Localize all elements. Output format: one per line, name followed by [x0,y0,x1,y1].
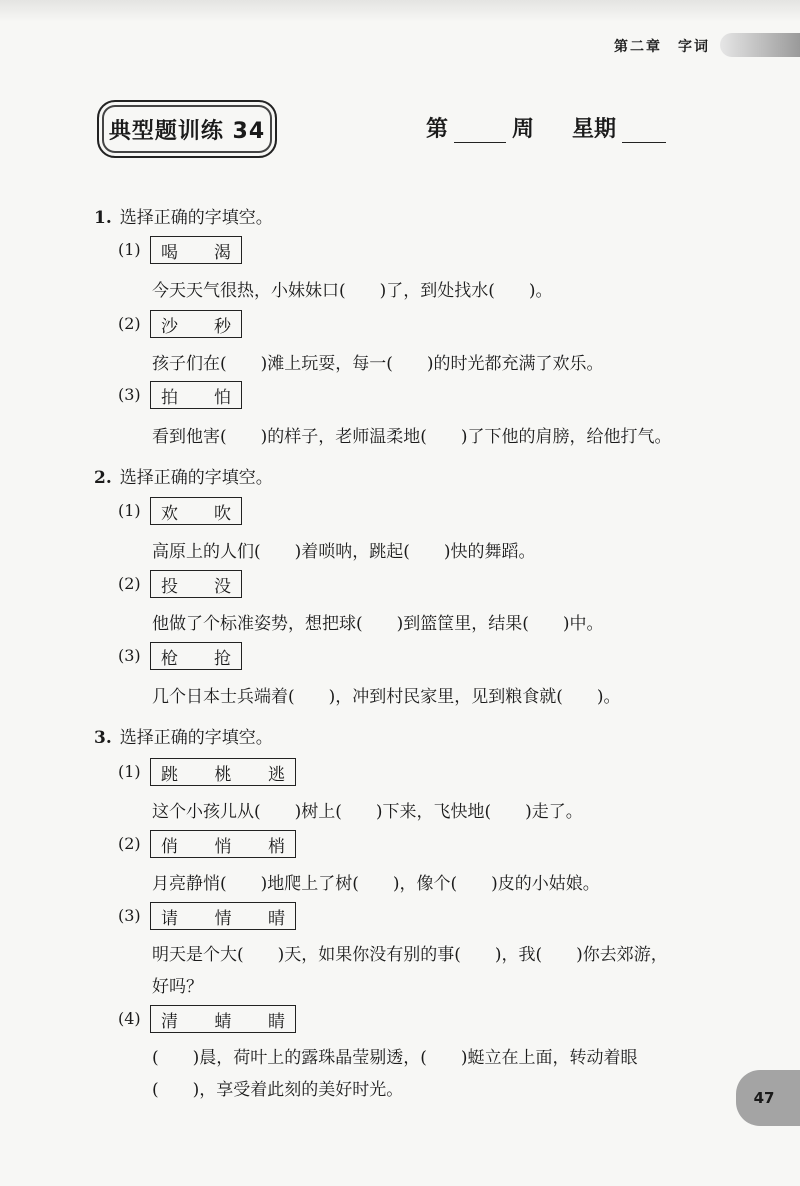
char-option: 跳 [161,764,178,785]
char-option: 桃 [214,764,232,785]
header-band [0,0,800,22]
char-option: 喝 [161,242,178,263]
char-option: 蜻 [214,1011,232,1032]
q2-sub3-char-box [150,642,242,670]
q3-sub1-label: (1) [118,762,141,781]
q2-sub1-char-box [150,497,242,525]
q3-sub4-label: (4) [118,1009,141,1028]
char-option: 俏 [161,836,178,857]
page-number-tab [736,1070,800,1126]
chapter-label: 第二章 字词 [614,39,710,55]
q1-sub2-label: (2) [118,314,141,333]
q1-sub2-sentence: 孩子们在( )滩上玩耍，每一( )的时光都充满了欢乐。 [152,354,604,374]
q2-sub2-label: (2) [118,574,141,593]
char-option: 清 [161,1011,178,1032]
chapter-tab [720,33,800,57]
char-option: 没 [214,576,231,597]
q3-sub1-sentence: 这个小孩儿从( )树上( )下来，飞快地( )走了。 [152,802,583,822]
q3-sub3-sentence: 明天是个大( )天，如果你没有别的事( )，我( )你去郊游， [152,945,668,965]
page-title: 典型题训练 34 [108,118,266,144]
question-prompt: 选择正确的字填空。 [119,728,273,748]
q1-sub3-label: (3) [118,385,141,404]
question-1-title [94,203,273,228]
question-prompt: 选择正确的字填空。 [119,208,273,228]
question-number: 1. [94,208,112,228]
q3-sub3-char-box [150,902,296,930]
q1-sub3-sentence: 看到他害( )的样子，老师温柔地( )了下他的肩膀，给他打气。 [152,427,672,447]
q2-sub2-sentence: 他做了个标准姿势，想把球( )到篮筐里，结果( )中。 [152,614,604,634]
question-number: 3. [94,728,112,748]
char-option: 抢 [214,648,231,669]
q2-sub3-label: (3) [118,646,141,665]
page-number: 47 [753,1089,775,1107]
q3-sub1-char-box [150,758,296,786]
q1-sub1-label: (1) [118,240,141,259]
q3-sub4-sentence-cont: ( )，享受着此刻的美好时光。 [152,1080,404,1100]
weekday-blank[interactable] [622,118,666,143]
question-number: 2. [94,468,112,488]
char-option: 投 [161,576,178,597]
q2-sub2-char-box [150,570,242,598]
q2-sub1-label: (1) [118,501,141,520]
q3-sub3-label: (3) [118,906,141,925]
q3-sub2-char-box [150,830,296,858]
q3-sub2-label: (2) [118,834,141,853]
char-option: 逃 [268,764,285,785]
q1-sub2-char-box [150,310,242,338]
char-option: 沙 [161,316,178,337]
week-blank[interactable] [454,118,506,143]
char-option: 睛 [268,1011,285,1032]
q1-sub3-char-box [150,381,242,409]
q3-sub4-sentence: ( )晨，荷叶上的露珠晶莹剔透，( )蜓立在上面，转动着眼 [152,1048,638,1068]
char-option: 欢 [161,503,178,524]
q2-sub1-sentence: 高原上的人们( )着唢呐，跳起( )快的舞蹈。 [152,542,536,562]
q1-sub1-sentence: 今天天气很热，小妹妹口( )了，到处找水( )。 [152,281,553,301]
week-di-label: 第 [426,116,449,142]
char-option: 请 [161,908,178,929]
question-prompt: 选择正确的字填空。 [119,468,273,488]
char-option: 渴 [214,242,231,263]
char-option: 梢 [268,836,285,857]
week-zhou-label: 周 [512,116,535,142]
q1-sub1-char-box [150,236,242,264]
char-option: 悄 [214,836,232,857]
char-option: 秒 [214,316,231,337]
q2-sub3-sentence: 几个日本士兵端着( )，冲到村民家里，见到粮食就( )。 [152,687,621,707]
char-option: 怕 [214,387,231,408]
q3-sub3-sentence-cont: 好吗？ [152,977,203,997]
char-option: 晴 [268,908,285,929]
char-option: 枪 [161,648,178,669]
title-box [97,100,277,158]
week-line [426,112,666,143]
char-option: 拍 [161,387,178,408]
char-option: 情 [214,908,232,929]
q3-sub4-char-box [150,1005,296,1033]
question-2-title [94,463,273,488]
question-3-title [94,723,273,748]
char-option: 吹 [214,503,231,524]
weekday-label: 星期 [572,116,617,142]
q3-sub2-sentence: 月亮静悄( )地爬上了树( )，像个( )皮的小姑娘。 [152,874,600,894]
